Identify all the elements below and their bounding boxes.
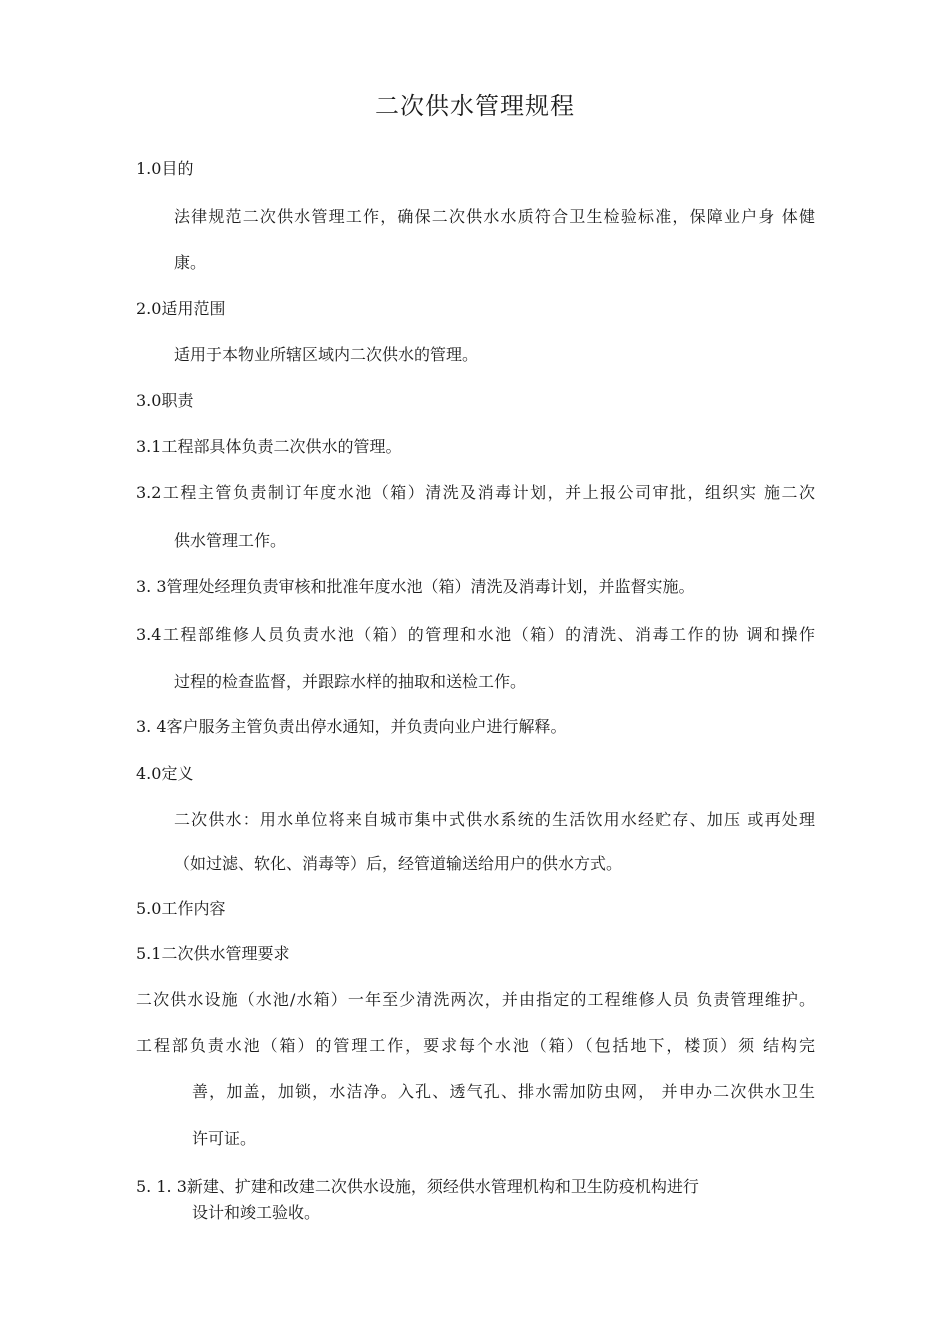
- paragraph-line: 康。: [174, 253, 207, 272]
- paragraph-line: 3.4工程部维修人员负责水池（箱）的管理和水池（箱）的清洗、消毒工作的协 调和操作: [136, 625, 815, 644]
- paragraph-line: 过程的检查监督，并跟踪水样的抽取和送检工作。: [174, 672, 527, 691]
- paragraph-line: 二次供水设施（水池/水箱）一年至少清洗两次，并由指定的工程维修人员 负责管理维护。: [136, 990, 815, 1009]
- paragraph-line: 3.2工程主管负责制订年度水池（箱）清洗及消毒计划，并上报公司审批，组织实 施二次: [136, 483, 815, 502]
- paragraph-line: 许可证。: [192, 1129, 257, 1148]
- paragraph-line: 3. 3管理处经理负责审核和批准年度水池（箱）清洗及消毒计划，并监督实施。: [136, 577, 695, 596]
- paragraph-line: 二次供水：用水单位将来自城市集中式供水系统的生活饮用水经贮存、加压 或再处理: [174, 810, 815, 829]
- paragraph-line: 3. 4客户服务主管负责出停水通知，并负责向业户进行解释。: [136, 717, 567, 736]
- paragraph-line: 3.1工程部具体负责二次供水的管理。: [136, 437, 402, 456]
- document-title: 二次供水管理规程: [375, 92, 575, 120]
- paragraph-line: 设计和竣工验收。: [192, 1203, 321, 1222]
- paragraph-line: 供水管理工作。: [174, 531, 287, 550]
- paragraph-line: （如过滤、软化、消毒等）后，经管道输送给用户的供水方式。: [174, 854, 623, 873]
- paragraph-line: 善，加盖，加锁，水洁净。入孔、透气孔、排水需加防虫网， 并申办二次供水卫生: [192, 1082, 815, 1101]
- paragraph-line: 5. 1. 3新建、扩建和改建二次供水设施，须经供水管理机构和卫生防疫机构进行: [136, 1177, 699, 1196]
- section-heading-definition: 4.0定义: [136, 764, 194, 783]
- section-heading-responsibilities: 3.0职责: [136, 391, 194, 410]
- paragraph-line: 适用于本物业所辖区域内二次供水的管理。: [174, 345, 479, 364]
- section-heading-work-content: 5.0工作内容: [136, 899, 226, 918]
- paragraph-line: 法律规范二次供水管理工作，确保二次供水水质符合卫生检验标准，保障业户身 体健: [174, 207, 815, 226]
- subsection-heading: 5.1二次供水管理要求: [136, 944, 290, 963]
- paragraph-line: 工程部负责水池（箱）的管理工作，要求每个水池（箱）（包括地下，楼顶）须 结构完: [136, 1036, 815, 1055]
- section-heading-scope: 2.0适用范围: [136, 299, 226, 318]
- section-heading-purpose: 1.0目的: [136, 159, 194, 178]
